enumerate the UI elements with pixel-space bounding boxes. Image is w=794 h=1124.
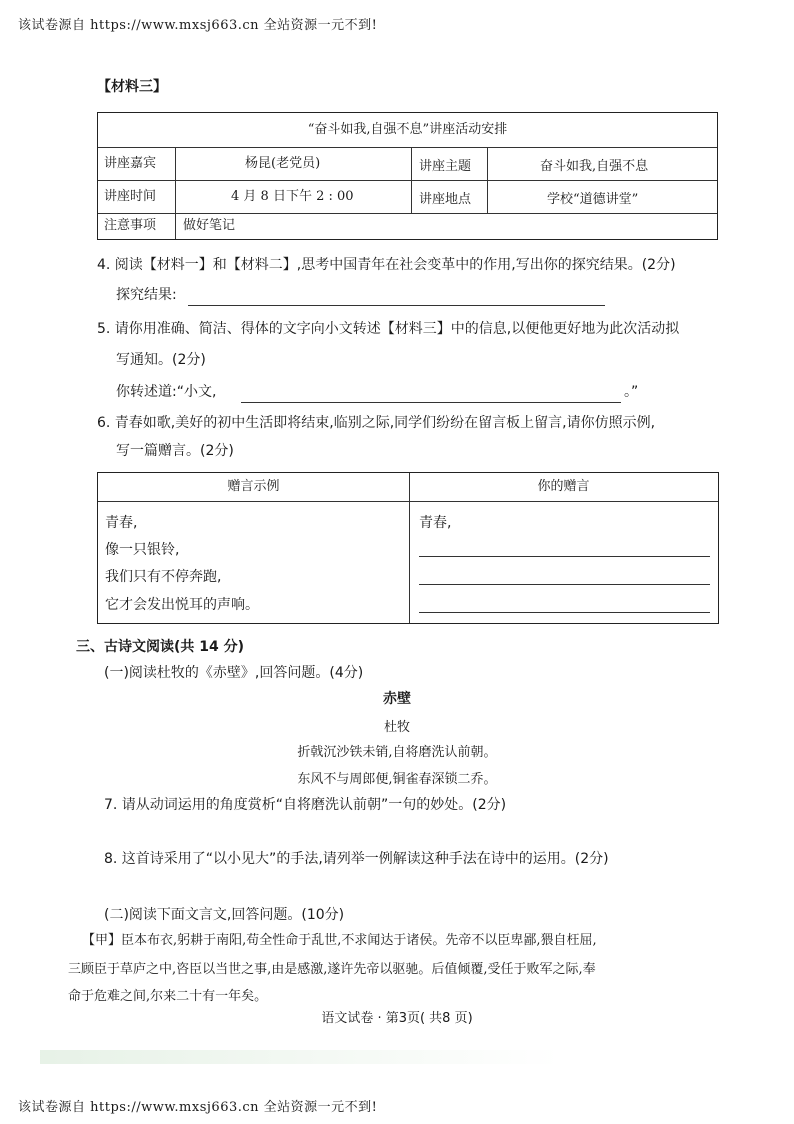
table-caption: “奋斗如我,自强不息”讲座活动安排 — [307, 122, 508, 137]
topic-value: 奋斗如我,自强不息 — [540, 159, 649, 174]
passage-line-1: 【甲】臣本布衣,躬耕于南阳,苟全性命于乱世,不求闻达于诸侯。先帝不以臣卑鄙,猥自枉屈, — [82, 933, 597, 948]
q5-answer-line[interactable] — [241, 402, 621, 403]
example-line: 青春, — [105, 515, 138, 531]
passage-line-2: 三顾臣于草庐之中,咨臣以当世之事,由是感激,遂许先帝以驱驰。后值倾覆,受任于败军之际,奉 — [68, 962, 596, 977]
scan-smudge — [40, 1050, 560, 1064]
question-5-line2: 写通知。(2分) — [116, 352, 206, 368]
question-7: 7. 请从动词运用的角度赏析“自将磨洗认前朝”一句的妙处。(2分) — [104, 797, 507, 813]
note-label: 注意事项 — [104, 218, 157, 233]
section-3-title: 三、古诗文阅读(共 14 分) — [76, 639, 245, 655]
gift-answer-line-1[interactable] — [419, 556, 710, 557]
question-5-line1: 5. 请你用准确、简洁、得体的文字向小文转述【材料三】中的信息,以便他更好地为此次活动拟 — [97, 321, 680, 337]
example-line: 我们只有不停奔跑, — [105, 569, 222, 585]
poem-line-1: 折戟沉沙铁未销,自将磨洗认前朝。 — [297, 745, 497, 760]
example-line: 像一只银铃, — [105, 542, 180, 558]
part-2-heading: (二)阅读下面文言文,回答问题。(10分) — [104, 907, 345, 923]
poem-line-2: 东风不与周郎便,铜雀春深锁二乔。 — [297, 772, 497, 787]
q4-answer-line[interactable] — [188, 305, 605, 306]
gift-answer-line-2[interactable] — [419, 584, 710, 585]
topic-label: 讲座主题 — [419, 159, 472, 174]
example-header: 赠言示例 — [227, 479, 280, 494]
source-footer: 该试卷源自 https://www.mxsj663.cn 全站资源一元不到! — [18, 1100, 378, 1115]
example-line: 它才会发出悦耳的声响。 — [105, 597, 259, 613]
q4-answer-label: 探究结果: — [116, 287, 177, 303]
place-value: 学校“道德讲堂” — [547, 192, 639, 207]
time-value: 4 月 8 日下午 2 : 00 — [231, 189, 354, 204]
answer-start: 青春, — [419, 515, 452, 531]
lecture-schedule-table — [97, 112, 718, 240]
guest-label: 讲座嘉宾 — [104, 156, 157, 171]
passage-line-3: 命于危难之间,尔来二十有一年矣。 — [68, 989, 268, 1004]
time-label: 讲座时间 — [104, 189, 157, 204]
material-title: 【材料三】 — [97, 79, 167, 95]
question-8: 8. 这首诗采用了“以小见大”的手法,请列举一例解读这种手法在诗中的运用。(2分) — [104, 851, 609, 867]
question-6-line2: 写一篇赠言。(2分) — [116, 443, 234, 459]
page-number: 语文试卷 · 第3页( 共8 页) — [321, 1011, 473, 1026]
source-header: 该试卷源自 https://www.mxsj663.cn 全站资源一元不到! — [18, 18, 378, 33]
note-value: 做好笔记 — [183, 218, 236, 233]
poem-author: 杜牧 — [383, 720, 410, 735]
gift-answer-line-3[interactable] — [419, 612, 710, 613]
question-4: 4. 阅读【材料一】和【材料二】,思考中国青年在社会变革中的作用,写出你的探究结果。(2分) — [97, 257, 676, 273]
q5-answer-prefix: 你转述道:“小文, — [116, 384, 217, 400]
guest-value: 杨昆(老党员) — [245, 156, 321, 171]
part-1-heading: (一)阅读杜牧的《赤壁》,回答问题。(4分) — [104, 665, 364, 681]
your-message-header: 你的赠言 — [537, 479, 590, 494]
question-6-line1: 6. 青春如歌,美好的初中生活即将结束,临别之际,同学们纷纷在留言板上留言,请你仿照示例, — [97, 415, 656, 431]
gift-message-table — [97, 472, 719, 624]
place-label: 讲座地点 — [419, 192, 472, 207]
poem-title: 赤壁 — [383, 691, 411, 707]
q5-answer-suffix: 。” — [624, 384, 639, 400]
